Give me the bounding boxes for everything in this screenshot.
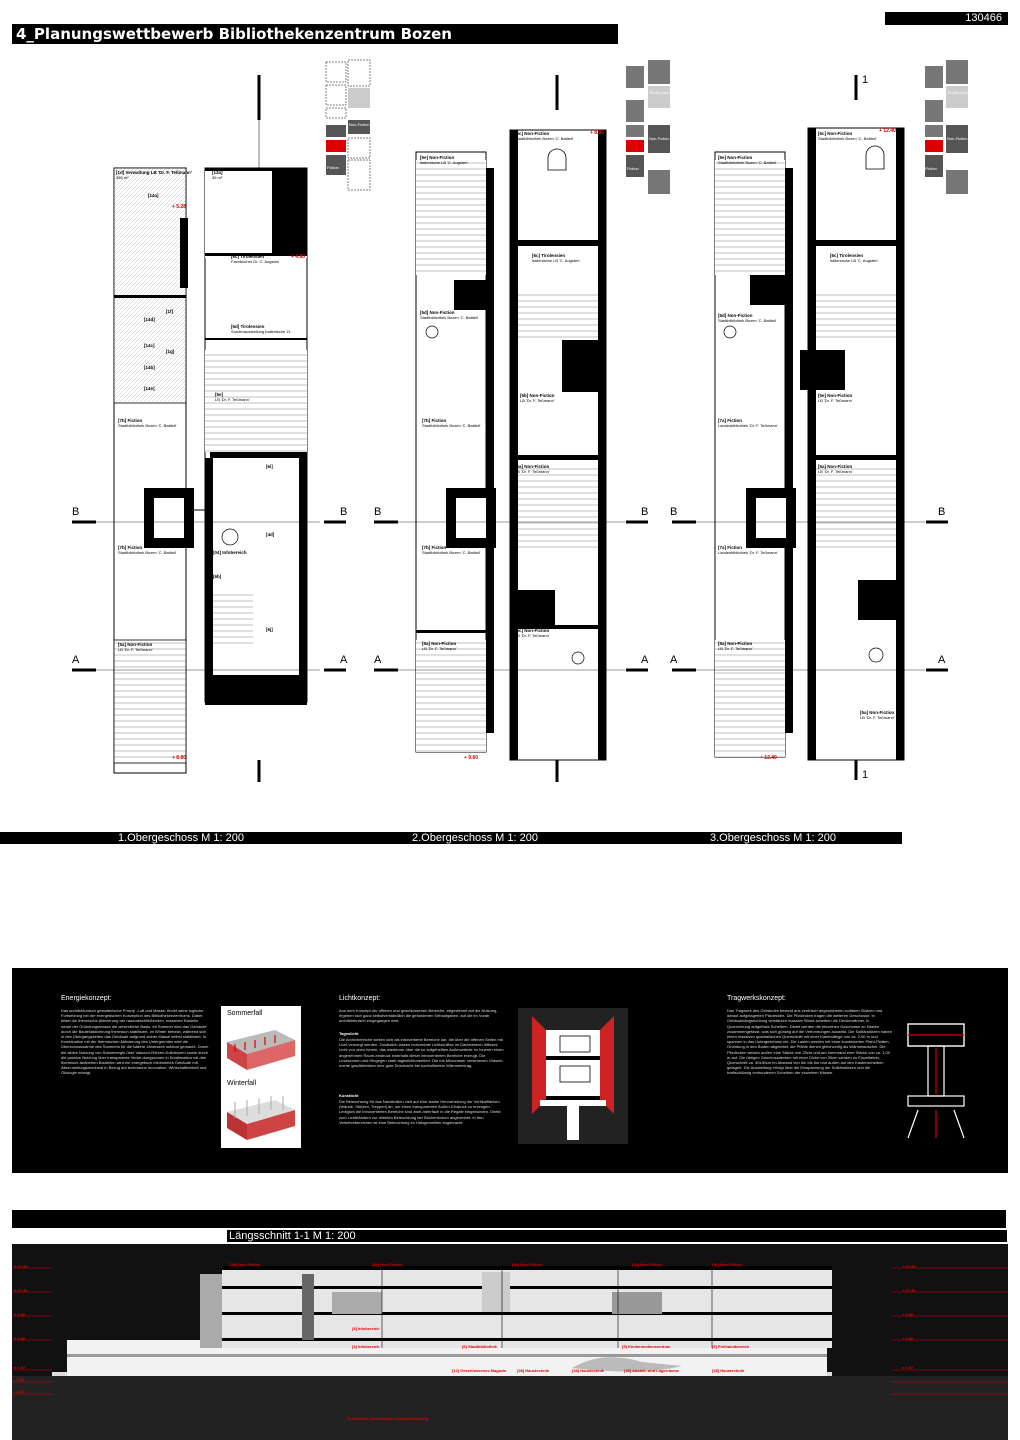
room-label: [5a] Non-Fiction LB 'Dr. F. Teßmann' (118, 642, 153, 652)
elevation-2b: + 9.60 (464, 755, 479, 761)
sommer-label: Sommerfall (227, 1010, 263, 1017)
axis-1-bottom: 1 (862, 769, 869, 781)
winter-label: Winterfall (227, 1080, 257, 1087)
section-room-label: [5c] Non-Fiction (372, 1262, 403, 1267)
legend-label-nonfiction-1: Non-Fiction (349, 122, 370, 127)
room-label: [5a] Non-Fiction LB 'Dr. F. Teßmann' (718, 641, 753, 651)
room-label: [14d] (144, 317, 155, 322)
trag-text: Das Tragwerk des Gebäudes besteht aus zentrisch angeordneten solitären Stützen und darauf aufgelagerten Pilzdecken. Die Pilzdecken tragen die weiteren Geschosse. In Gebäudelängsrichtung verstärken massive Wand-scheiben die Deckenränder, in Querrichtung aufgelöste Scheiben. Damit werden die einzelnen Geschosse zu Kästen zusammengefasst, was sich günstig auf die Verformungen auswirkt. Die Solitärstützen haben einen massiven quadratischen Querschnitt mit einer Kantenlänge von ca. 2,00 m und spannen in das Untergeschoss ein. Die Lasten werden mit einer kombinierten Pfahl-Platten-Gründung in den Boden abgeleitet, die Pfähle dienen gleichzeitig als Wärmetauscher. Die Pilzdecken weisen außen eine Stärke von 25cm und am Innenrand eine Stärke von ca. 1,00 m auf. Die übrigen Geschossdecken mit einer Dicke von 30cm werden zu Einzeltafeln, Querschnitt ca. 30x30cm im Abstand von 5m bis 6m und außen auf den Kastenscheiben gelagert. Die Aussteifung erfolgt über die Einspannung der Solitärstützen und die kraftschlüssig verbundenen Scheiben der einzelnen Kästen. (727, 1008, 892, 1076)
room-label: [7b] Fiction Stadtbibliothek Bozen 'C. Battisti' (118, 545, 177, 555)
section-room-label: [28] Haustechnik (572, 1368, 605, 1373)
room-label: [5b] Non-Fiction LB 'Dr. F. Teßmann' (520, 393, 555, 403)
section-room-label: [5c] Non-Fiction (712, 1262, 743, 1267)
winter-diagram (225, 1092, 297, 1144)
room-label: [5e] Non-Fiction Stadtbibliothek Bozen 'C. Battisti' (718, 155, 777, 165)
axis-a-right-3: A (938, 654, 946, 666)
level-label: + 4.80 (902, 1336, 914, 1341)
room-label: [5a] Non-Fiction LB 'Dr. F. Teßmann' (422, 641, 457, 651)
axis-b-left-3: B (670, 506, 678, 518)
section-room-label: [4] Infobereich (352, 1344, 380, 1349)
section-room-label: [28] Haustechnik (712, 1368, 745, 1373)
room-label: [1g] (166, 349, 175, 354)
section-drawing (12, 1244, 1008, 1440)
project-id: 130466 (885, 12, 1008, 25)
level-label: + 8.80 (14, 1312, 26, 1317)
room-label: [1d] Verwaltung LB 'Dr. F. Teßmann' 389 m² (116, 170, 192, 180)
level-label: + 8.80 (902, 1312, 914, 1317)
axis-b-right-2: B (641, 506, 649, 518)
elevation-2a: + 8.80 (590, 130, 605, 136)
section-room-label: [4] Infobereich (352, 1326, 380, 1331)
room-label: [14e] (144, 386, 155, 391)
licht-section-diagram (518, 1008, 628, 1144)
elevation-1a: + 4.80 (291, 254, 306, 260)
level-label: + 16.00 (902, 1264, 916, 1269)
axis-a-right-2: A (641, 654, 649, 666)
level-label: + 12.40 (902, 1288, 916, 1293)
tageslicht-title: Tageslicht (339, 1031, 359, 1036)
plan-2 (374, 75, 648, 782)
room-label: [5d] Non-Fiction Stadtbibliothek Bozen 'C. Battisti' (718, 313, 777, 323)
room-label: [7b] Fiction Stadtbibliothek Bozen 'C. Battisti' (118, 418, 177, 428)
room-label: [7a] Fiction Landesbibliothek 'Dr. F. Teßmann' (718, 545, 778, 555)
section-room-label: [28] Abstell- und Lagerräume (624, 1368, 680, 1373)
plan-3 (672, 75, 948, 780)
axis-1-top: 1 (862, 74, 869, 86)
section-room-label: [5a] Non-Fiction (230, 1262, 261, 1267)
sommer-diagram (225, 1022, 297, 1072)
room-label: [6b] (213, 574, 222, 579)
section-room-label: [5] Freihandbereich (712, 1344, 750, 1349)
axis-b-left-1: B (72, 506, 80, 518)
room-label: [5a] Non-Fiction LB 'Dr. F. Teßmann' (515, 464, 550, 474)
room-label: [5a] Non-Fiction LB 'Dr. F. Teßmann' (860, 710, 895, 720)
energie-text: Das architektonisch gestalterische Prinzip -Luft und Masse- findet seine logische Fortsetzung bei der energetischen Konzeption des Bibliothekenzentrums. Dabei bildet die thermische Aktivierung der raumabschließenden, massiven Bauteile sowie der Gründungsmasse die wesentliche Basis. Im Sommer wird das Gebäude durch die Bauteilaktivierung thermisch stabilisiert, im Winter beheizt, während sich in den Übergangszeiten das Gebäude aufgrund seiner Masse selbst stabilisiert. In Kombination mit der thermischen Aktivierung des Untergrundes wird die Überschusswärme des Sommers für die kältere Jahreszeit nutzbar gemacht. Durch die aktive Nutzung von Solarenergie über Vakuum-Röhren-Kollektoren sowie durch die passive Nutzung über transparente Verbe-dungszonen in Kombination mit den thermisch aktivierten Bauteilen wird ein energetisch minimiertes Gebäude mit Allein-stellungsmerkmal in Bezug auf technische Innovation, Wirtschaftlichkeit und Ökologie erlangt. (61, 1008, 209, 1076)
elevation-3b: + 12.40 (760, 755, 777, 761)
legend-label-fiction-2: Fiction (627, 166, 639, 171)
section-room-label: [5] Kindermediensentrum (622, 1344, 671, 1349)
room-label: [6c] Tirolensien Italienische LB 'C. Augsten' (532, 253, 581, 263)
room-label: [5c] Non-Fiction Stadtbibliothek Bozen 'C. Battisti' (515, 131, 574, 141)
axis-b-right-3: B (938, 506, 946, 518)
plan-caption-1: 1.Obergeschoss M 1: 200 (118, 832, 244, 844)
legend-label-tirolensien-3: Tirolen-sien (947, 90, 968, 95)
axis-a-left-1: A (72, 654, 80, 666)
energie-diagram (221, 1006, 301, 1148)
tageslicht-text: Die Archivbereiche stellen sich als introvertierte Bereiche dar, die über die offenen Seiten mit Licht versorgt werden. Zusätzlich lassen horizontale Lichtschlitze im Dachbereich diffuses Licht von oben herein, das wiederum über die so aufgehellten Außenwände im Inneren einen angenehmen Raum-eindruck innerhalb dieser introvertierten Bereiche erzeugt. Die Leseszonen und Hingegen stark tageslichtorientiert. Die mit Microraster versehenen Glasele-mente gewährleisten eine gute Durchsicht bei kontrolliertem Wärmeeintrag. (339, 1037, 504, 1069)
legend-label-fiction-3: Fiction (925, 166, 937, 171)
room-label: [6c] Tirolensien Fachbücher Dr. C. Augsten (231, 254, 280, 264)
level-label: + 4.80 (14, 1336, 26, 1341)
licht-title: Lichtkonzept: (339, 995, 381, 1002)
room-label: [5a] Non-Fiction LB 'Dr. F. Teßmann' (818, 464, 853, 474)
axis-a-left-2: A (374, 654, 382, 666)
room-label: [5e] LB 'Dr. F. Teßmann' (215, 392, 250, 402)
kunstlicht-text: Die Beleuchtung für das Nachtmilieu zielt auf eine starke Hervorhebung der Vertikalflächen (Wände, Stützen, Treppen) ab, um einen transparenten Außen-Eindruck zu erzeugen. Lediglich die introvertierten Bereiche sind zwei-mehrfach in die Regale eingebunden. Direkt zum Lichtbändern zur direkten Beleuchtung der Bücherrücken angeordnet. In den Verkehrsbereichen ist eine Beleuchtung im Halogenmilieu angebracht. (339, 1099, 501, 1125)
level-label: + 12.40 (14, 1288, 28, 1293)
room-label: [6j] (266, 627, 273, 632)
elevation-1c: + 8.80 (172, 755, 187, 761)
licht-text: Aus dem Konzept der offenen und geschlossenen Bereiche, abgestimmt auf die Nutzung, ergeben sich ganz selbstverständlich die gefundenen Sehaufgaben, auf die im Vorab architektonisch eingegangen wird. (339, 1008, 498, 1024)
room-label: [14b] (144, 365, 155, 370)
legend-label-nonfiction-2: Non-Fiction (649, 136, 670, 141)
axis-a-right-1: A (340, 654, 348, 666)
axis-b-left-2: B (374, 506, 382, 518)
level-label: ± 0.00 (902, 1365, 914, 1370)
room-label: [6c] Tirolensien Italienische LB 'C. Augsten' (830, 253, 879, 263)
section-area (12, 1244, 1008, 1440)
section-room-label: [28] Haustechnik (517, 1368, 550, 1373)
level-label: - 1.20 (14, 1377, 25, 1382)
legend-plan-3 (925, 60, 968, 194)
elevation-3a: + 12.40 (879, 128, 896, 134)
axis-b-right-1: B (340, 506, 348, 518)
room-label: [14c] (144, 343, 155, 348)
plan-caption-3: 3.Obergeschoss M 1: 200 (710, 832, 836, 844)
energie-title: Energiekonzept: (61, 995, 112, 1002)
section-room-label: [12] Geschlossenes Magazin (452, 1368, 507, 1373)
room-label: [6i] (266, 464, 273, 469)
room-label: [5c] Non-Fiction Stadtbibliothek Bozen 'C. Battisti' (818, 131, 877, 141)
room-label: [14a] (148, 193, 159, 198)
trag-diagram (902, 1020, 970, 1140)
room-label: [7b] Fiction Stadtbibliothek Bozen 'C. Battisti' (422, 545, 481, 555)
kunstlicht-title: Kunstlicht (339, 1093, 359, 1098)
plan-1 (72, 75, 346, 782)
section-top-bar (12, 1210, 1006, 1228)
legend-label-tirolensien-2: Tirolen-sien (649, 90, 670, 95)
room-label: [1f] (166, 309, 173, 314)
level-label: - 4.20 (14, 1389, 25, 1394)
trag-title: Tragwerkskonzept: (727, 995, 786, 1002)
room-label: [6d] Tirolensien Sonderausstellung Italienische Zt. (231, 324, 292, 334)
level-label: ± 0.00 (14, 1365, 26, 1370)
axis-a-left-3: A (670, 654, 678, 666)
legend-plan-2 (626, 60, 670, 194)
page-title: 4_Planungswettbewerb Bibliothekenzentrum Bozen (12, 24, 618, 44)
room-label: [4d] (266, 532, 275, 537)
section-room-label: [5c] Non-Fiction (512, 1262, 543, 1267)
room-label: [5e] Non-Fiction LB 'Dr. F. Teßmann' (818, 393, 853, 403)
elevation-1b: + 5.28 (172, 204, 187, 210)
legend-label-nonfiction-3: Non-Fiction (947, 136, 968, 141)
concept-panel (12, 968, 1008, 1173)
room-label: [13a] 36 m² (212, 170, 223, 180)
section-room-label: [6] Stadtbibliothek (462, 1344, 497, 1349)
room-label: [04] Infobereich (213, 550, 247, 555)
room-label: [7a] Fiction Landesbibliothek 'Dr. F. Teßmann' (718, 418, 778, 428)
section-room-label: [5e] Non-Fiction (632, 1262, 663, 1267)
level-label: + 16.00 (14, 1264, 28, 1269)
room-label: [5e] Non-Fiction Italienische LB 'C. Augsten' (420, 155, 469, 165)
room-label: [5d] Non-Fiction Stadtbibliothek Bozen 'C. Battisti' (420, 310, 479, 320)
room-label: [7b] Fiction Stadtbibliothek Bozen 'C. Battisti' (422, 418, 481, 428)
section-bottom-note: Technische Infrastruktur Gebäudewaldung (347, 1416, 429, 1421)
legend-label-fiction-1: Fiction (327, 165, 339, 170)
section-caption: Längsschnitt 1-1 M 1: 200 (227, 1230, 1007, 1242)
plan-caption-2: 2.Obergeschoss M 1: 200 (412, 832, 538, 844)
room-label: [5c] Non-Fiction LB 'Dr. F. Teßmann' (515, 628, 550, 638)
